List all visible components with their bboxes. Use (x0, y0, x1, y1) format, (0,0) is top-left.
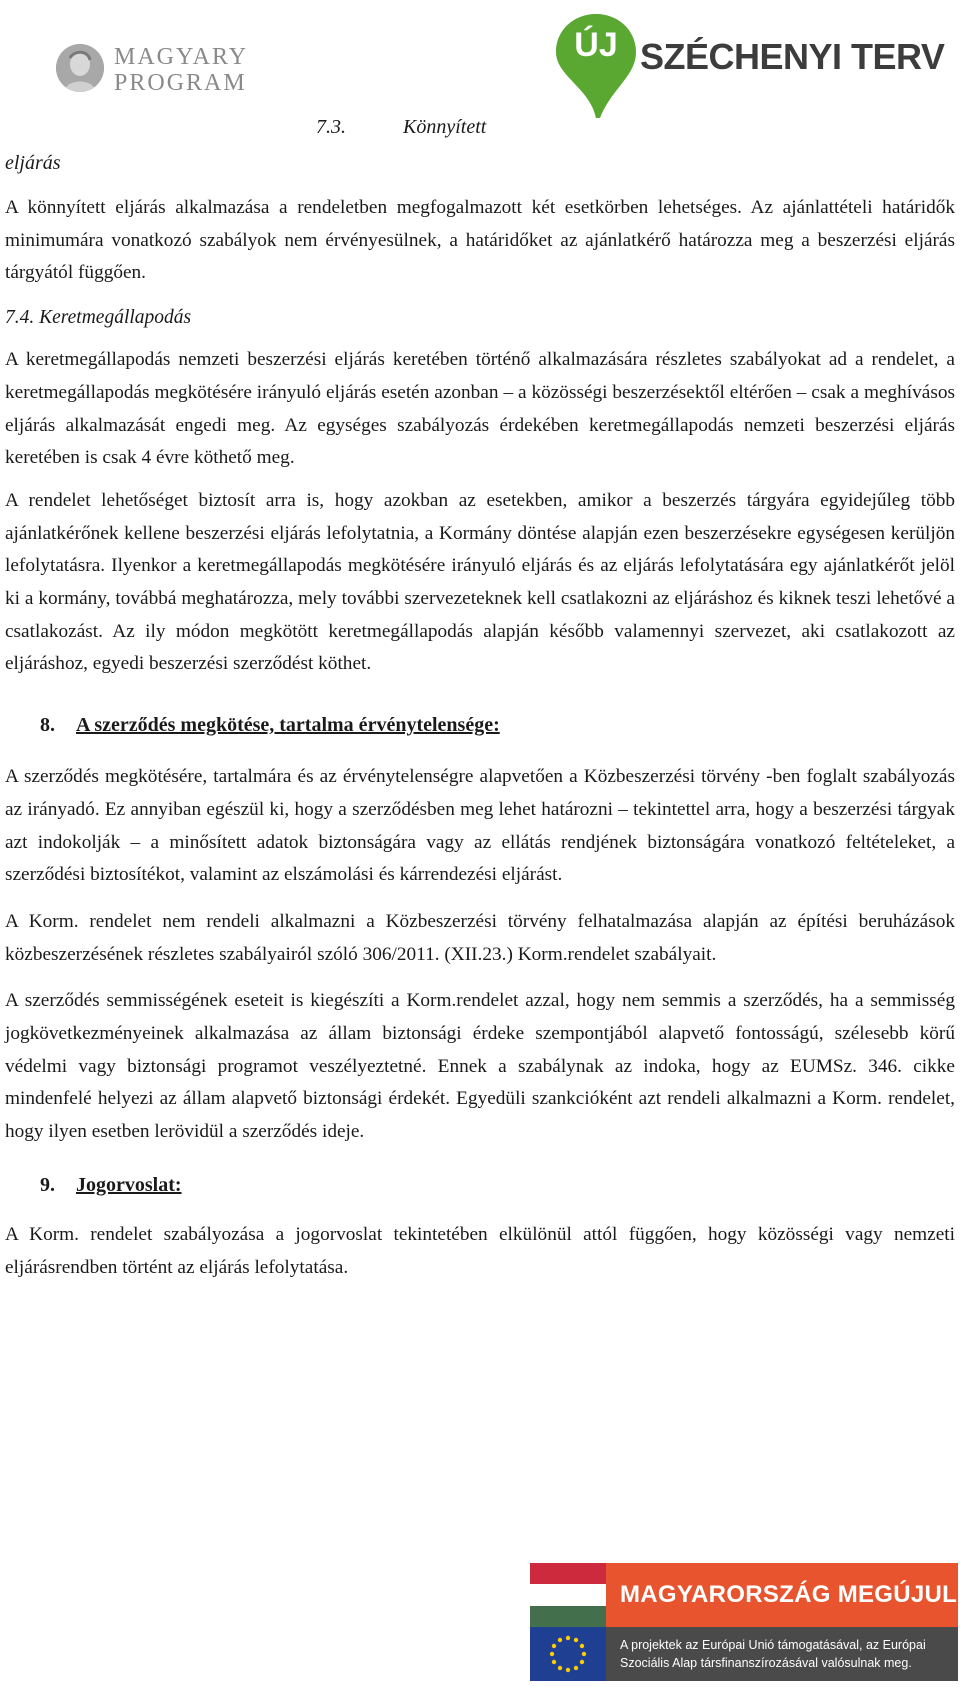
section-7-4-paragraph-1: A keretmegállapodás nemzeti beszerzési eljárás keretében történő alkalmazására részletes szabályokat ad a rendelet, a keretmegállapodás megkötésére irányuló eljárás esetén azonban – a közösségi beszerzésektől eltérően – csak a meghívásos eljárás alkalmazását engedi meg. Az egységes szabályozás érdekében keretmegállapodás nemzeti beszerzési eljárás keretében is csak 4 évre köthető meg. (5, 349, 955, 469)
section-8-paragraph-2: A Korm. rendelet nem rendeli alkalmazni a Közbeszerzési törvény felhatalmazása alapján az építési beruházások közbeszerzésének részletes szabályairól szóló 306/2011. (XII.23.) Korm.rendelet szabályait. (5, 910, 955, 965)
section-7-3-paragraph: A könnyített eljárás alkalmazása a rendeletben megfogalmazott két esetkörben lehetséges. Az ajánlattételi határidők minimumára vonatkozó szabályok nem érvényesülnek, a határidőket az ajánlatkérő határozza meg a beszerzési eljárás tárgyától függően. (5, 197, 955, 284)
section-8-number: 8. (40, 714, 55, 737)
section-7-4-paragraph-2: A rendelet lehetőséget biztosít arra is, hogy azokban az esetekben, amikor a beszerzés tárgyára egyidejűleg több ajánlatkérőnek kellene beszerzési eljárás lefolytatnia, a Kormány döntése alapján ezen beszerzésekre egységesen kerüljön lefolytatásra. Ilyenkor a keretmegállapodás megkötésére irányuló eljárás és az eljárás lefolytatására egy ajánlatkérőt jelöl ki a kormány, továbbá meghatározza, mely további szervezeteknek kell csatlakozni az eljáráshoz és kiknek teszi lehetővé a csatlakozást. Az ily módon megkötött keretmegállapodás alapján később valamennyi szervezet, aki csatlakozott az eljáráshoz, egyedi beszerzési szerződést köthet. (5, 489, 955, 675)
magyary-line1: MAGYARY (114, 44, 249, 70)
section-9-title: Jogorvoslat: (76, 1173, 182, 1196)
section-7-3-title: Könnyített (403, 116, 487, 138)
magyary-line2: PROGRAM (114, 70, 247, 96)
portrait-emblem-icon (56, 44, 104, 92)
eu-funding-note (606, 1627, 958, 1681)
section-8-paragraph-3: A szerződés semmisségének eseteit is kiegészíti a Korm.rendelet azzal, hogy nem semmis a szerződés, ha a semmisség jogkövetkezményeinek alkalmazása az állam biztonsági érdeke szempontjából alapvető fontosságú, szélesebb körű védelmi vagy biztonsági programot veszélyeztetné. Ennek a szabálynak az indoka, hogy az EUMSz. 346. cikke mindenfelé helyezi az állam alapvető biztonsági érdekét. Egyedüli szankcióként azt rendeli alkalmazni a Korm. rendelet, hogy ilyen esetben lerövidül a szerződés ideje. (5, 990, 955, 1143)
uj-label: ÚJ (574, 26, 618, 64)
magyarorszag-megujul-logo (530, 1563, 958, 1681)
section-9-number: 9. (40, 1173, 55, 1196)
section-7-3-number: 7.3. (316, 116, 346, 138)
eu-flag-icon (530, 1627, 606, 1681)
eu-note-line1: A projektek az Európai Unió támogatásával, az Európai (620, 1638, 926, 1652)
section-9-paragraph: A Korm. rendelet szabályozása a jogorvoslat tekintetében elkülönül attól függően, hogy közösségi vagy nemzeti eljárásrendben történt az eljárás lefolytatása. (5, 1223, 955, 1278)
section-8-heading (5, 709, 955, 741)
section-7-4-heading: 7.4. Keretmegállapodás (5, 307, 192, 329)
uj-szechenyi-terv-logo (556, 14, 945, 118)
megujul-banner: MAGYARORSZÁG MEGÚJUL (606, 1563, 958, 1627)
section-7-3-heading (5, 108, 955, 188)
section-9-heading (5, 1169, 955, 1201)
eu-note-line2: Szociális Alap társfinanszírozásával valósulnak meg. (620, 1656, 912, 1670)
szechenyi-wordmark: SZÉCHENYI TERV (640, 36, 945, 77)
section-8-paragraph-1: A szerződés megkötésére, tartalmára és az érvénytelenségre alapvetően a Közbeszerzési törvény -ben foglalt szabályozás az irányadó. Ez annyiban egészül ki, hogy a szerződésben meg lehet határozni – tekintettel arra, hogy a beszerzési tárgyak azt indokolják – a minősített adatok biztonságára vagy az ellátás rendjének biztonságára vonatkozó feltételeket, a szerződési biztosítékot, valamint az elszámolási és kárrendezési eljárást. (5, 766, 955, 886)
document-body (5, 108, 955, 1284)
hungarian-flag-icon (530, 1563, 606, 1627)
magyary-program-logo (56, 44, 256, 96)
section-7-3-title-wrap: eljárás (5, 152, 61, 174)
section-8-title: A szerződés megkötése, tartalma érvénytelensége: (76, 714, 500, 737)
